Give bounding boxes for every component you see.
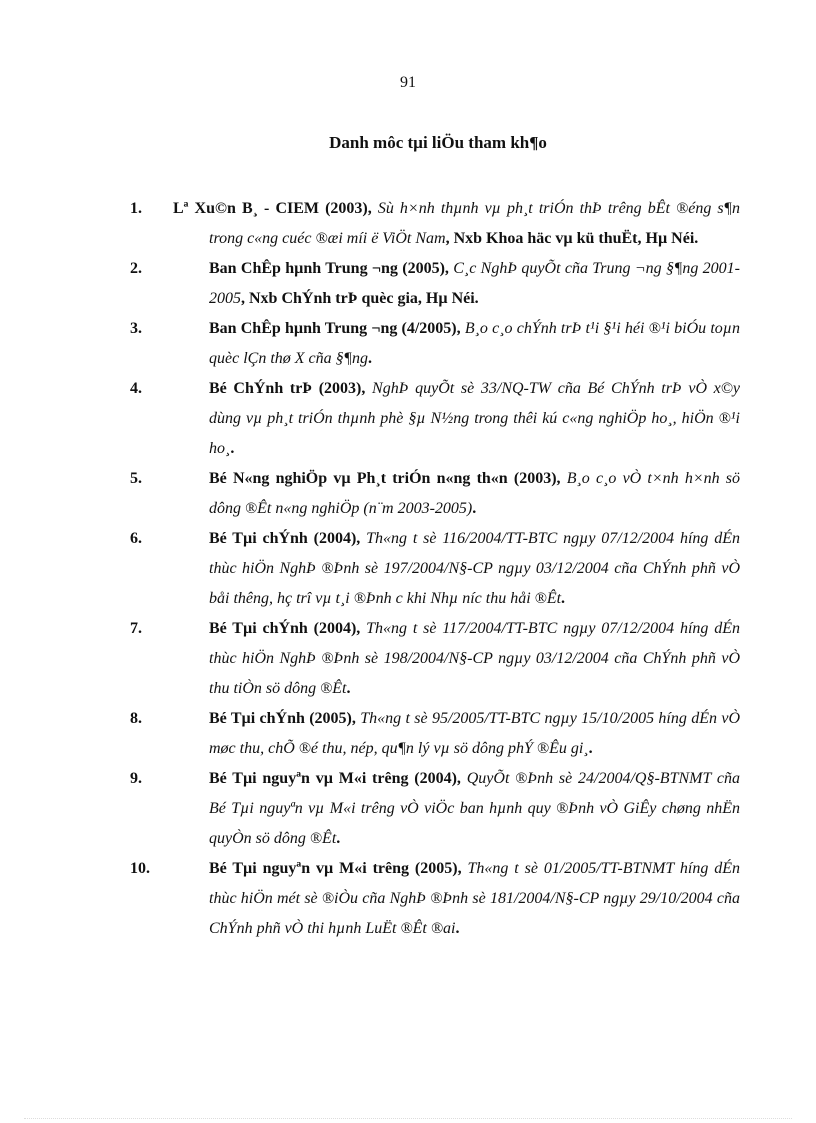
- reference-text: [209, 470, 740, 517]
- reference-title: C¸c NghÞ quyÕt cña Trung ¬ng §¶ng 2001-2005: [209, 260, 740, 307]
- list-item: [130, 194, 740, 254]
- reference-number: 2.: [130, 260, 142, 277]
- reference-number: 4.: [130, 380, 142, 397]
- reference-publisher: .: [336, 830, 341, 847]
- reference-text: [209, 380, 740, 457]
- reference-title: B¸o c¸o chÝnh trÞ t¹i §¹i héi ®¹i biÓu toµn quèc lÇn thø X cña §¶ng: [209, 320, 741, 367]
- reference-number: 3.: [130, 320, 142, 337]
- reference-publisher: .: [455, 920, 460, 937]
- reference-text: [209, 260, 740, 307]
- list-item: [130, 254, 740, 314]
- reference-title: Th«ng t sè 95/2005/TT-BTC ngµy 15/10/2005 híng dÉn vÒ møc thu, chÕ ®é thu, nép, qu¶n lý vµ sö dông phÝ ®Êu gi¸: [209, 710, 741, 757]
- reference-title: Th«ng t sè 01/2005/TT-BTNMT híng dÉn thùc hiÖn mét sè ®iÒu cña NghÞ ®Þnh sè 181/2004/N§-CP ngµy 29/10/2004 cña ChÝnh phñ vÒ thi hµnh LuËt ®Êt ®ai: [209, 860, 740, 937]
- list-item: [130, 704, 740, 764]
- reference-title: NghÞ quyÕt sè 33/NQ-TW cña Bé ChÝnh trÞ vÒ x©y dùng vµ ph¸t triÓn thµnh phè §µ N½ng trong thêi kú c«ng nghiÖp ho¸, hiÖn ®¹i ho¸: [209, 380, 741, 457]
- reference-author: Bé ChÝnh trÞ (2003),: [209, 380, 373, 397]
- reference-publisher: .: [368, 350, 373, 367]
- reference-number: 6.: [130, 530, 142, 547]
- reference-publisher: .: [346, 680, 351, 697]
- reference-publisher: .: [561, 590, 566, 607]
- reference-text: [209, 860, 740, 937]
- reference-publisher: , Nxb ChÝnh trÞ quèc gia, Hµ Néi.: [241, 290, 479, 307]
- reference-number: 1.: [130, 200, 142, 217]
- list-item: [130, 614, 740, 704]
- reference-number: 5.: [130, 470, 142, 487]
- reference-number: 8.: [130, 710, 142, 727]
- reference-title: Th«ng t sè 116/2004/TT-BTC ngµy 07/12/2004 híng dÉn thùc hiÖn NghÞ ®Þnh sè 197/2004/N§-CP ngµy 03/12/2004 cña ChÝnh phñ vÒ båi thêng, hç trî vµ t¸i ®Þnh c khi Nhµ níc thu håi ®Êt: [209, 530, 741, 607]
- reference-text: [209, 710, 740, 757]
- reference-author: Bé N«ng nghiÖp vµ Ph¸t triÓn n«ng th«n (2003),: [209, 470, 567, 487]
- list-item: [130, 524, 740, 614]
- reference-title: Th«ng t sè 117/2004/TT-BTC ngµy 07/12/2004 híng dÉn thùc hiÖn NghÞ ®Þnh sè 198/2004/N§-CP ngµy 03/12/2004 cña ChÝnh phñ vÒ thu tiÒn sö dông ®Êt: [209, 620, 741, 697]
- reference-text: [209, 530, 740, 607]
- reference-list: [130, 194, 740, 944]
- reference-publisher: , Nxb Khoa häc vµ kü thuËt, Hµ Néi.: [445, 230, 699, 247]
- reference-author: Lª Xu©n B¸ - CIEM (2003),: [173, 200, 378, 217]
- reference-author: Bé Tµi chÝnh (2004),: [209, 620, 367, 637]
- page-title: Danh môc tµi liÖu tham kh¶o: [329, 133, 547, 152]
- reference-number: 10.: [130, 860, 150, 877]
- reference-author: Bé Tµi chÝnh (2005),: [209, 710, 361, 727]
- reference-text: [209, 770, 740, 847]
- reference-publisher: .: [588, 740, 593, 757]
- reference-author: Bé Tµi nguyªn vµ M«i trêng (2004),: [209, 770, 467, 787]
- page-number: 91: [400, 74, 416, 91]
- reference-author: Bé Tµi chÝnh (2004),: [209, 530, 367, 547]
- list-item: [130, 464, 740, 524]
- reference-publisher: .: [472, 500, 477, 517]
- reference-author: Ban ChÊp hµnh Trung ¬ng (2005),: [209, 260, 454, 277]
- reference-title: QuyÕt ®Þnh sè 24/2004/Q§-BTNMT cña Bé Tµi nguyªn vµ M«i trêng vÒ viÖc ban hµnh quy ®Þnh vÒ GiÊy chøng nhËn quyÒn sö dông ®Êt: [209, 770, 740, 847]
- reference-publisher: .: [230, 440, 235, 457]
- reference-author: Ban ChÊp hµnh Trung ¬ng (4/2005),: [209, 320, 465, 337]
- reference-number: 7.: [130, 620, 142, 637]
- list-item: [130, 764, 740, 854]
- reference-text: [173, 200, 741, 247]
- reference-text: [209, 620, 740, 697]
- reference-text: [209, 320, 740, 367]
- reference-author: Bé Tµi nguyªn vµ M«i trêng (2005),: [209, 860, 468, 877]
- list-item: [130, 314, 740, 374]
- page-bottom-divider: [24, 1118, 792, 1119]
- reference-number: 9.: [130, 770, 142, 787]
- reference-title: B¸o c¸o vÒ t×nh h×nh sö dông ®Êt n«ng nghiÖp (n¨m 2003-2005): [209, 470, 741, 517]
- list-item: [130, 374, 740, 464]
- list-item: [130, 854, 740, 944]
- reference-title: Sù h×nh thµnh vµ ph¸t triÓn thÞ trêng bÊt ®éng s¶n trong c«ng cuéc ®æi míi ë ViÖt Nam: [209, 200, 741, 247]
